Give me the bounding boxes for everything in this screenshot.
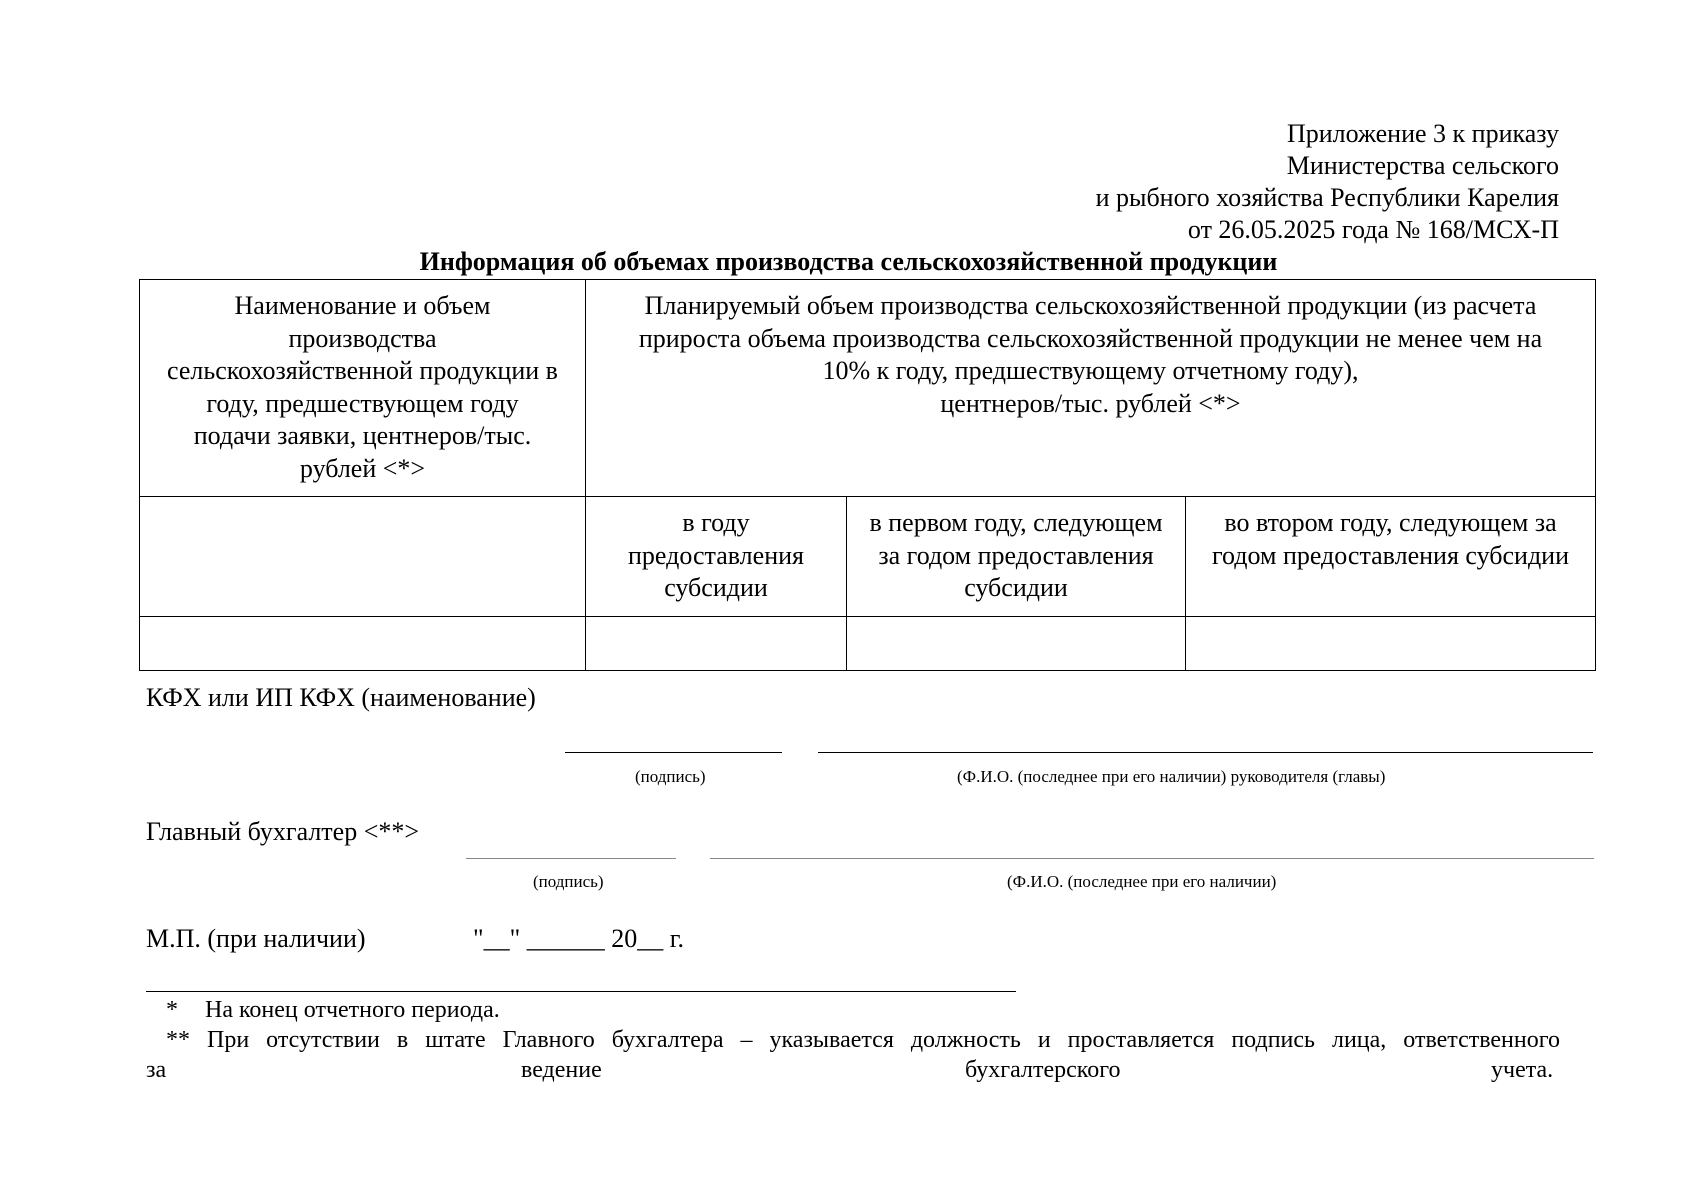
table-cell [1186, 617, 1596, 671]
footnote-2-word: учета. [1491, 1057, 1554, 1083]
table-cell [586, 617, 847, 671]
accountant-fio-line [710, 858, 1594, 859]
subheader-text-line: во втором году, следующем за [1224, 508, 1557, 537]
header-text-line: производства [288, 323, 437, 353]
appendix-line-4: от 26.05.2025 года № 168/МСХ-П [1187, 215, 1559, 244]
footnote-1-mark: * [166, 997, 178, 1023]
subheader-text-line: годом предоставления субсидии [1211, 540, 1570, 570]
stamp-label: М.П. (при наличии) [146, 924, 366, 953]
footnote-separator [146, 991, 1016, 992]
header-text-line: рублей <*> [299, 453, 426, 483]
col-previous-year-header [140, 280, 586, 497]
footnote-2-line-1: ** При отсутствии в штате Главного бухгалтера – указывается должность и проставляется подпись лица, ответственного [166, 1027, 1560, 1053]
footnote-1-text: На конец отчетного периода. [205, 997, 500, 1023]
accountant-label: Главный бухгалтер <**> [146, 817, 420, 846]
fio-line [818, 752, 1593, 753]
subheader-text-line: предоставления [628, 540, 804, 570]
accountant-signature-line [466, 858, 676, 859]
table-cell [140, 497, 586, 617]
signature-line [565, 752, 782, 753]
document-title: Информация об объемах производства сельскохозяйственной продукции [419, 247, 1278, 276]
table-header-row [140, 280, 1596, 497]
header-text-line: сельскохозяйственной продукции в [167, 356, 558, 385]
subheader-subsidy-year [586, 497, 847, 617]
subheader-first-year [847, 497, 1186, 617]
signature-caption: (подпись) [635, 767, 706, 786]
appendix-line-1: Приложение 3 к приказу [1286, 119, 1559, 148]
header-text-line: 10% к году, предшествующему отчетному году), [822, 356, 1359, 385]
subheader-second-year [1186, 497, 1596, 617]
header-text-line: году, предшествующем году [206, 388, 519, 418]
appendix-line-3: и рыбного хозяйства Республики Карелия [1095, 183, 1559, 212]
header-text-line: прироста объема производства сельскохозяйственной продукции не менее чем на [638, 323, 1543, 353]
footnote-2-word: за [146, 1057, 167, 1083]
accountant-signature-caption: (подпись) [533, 872, 604, 891]
header-text-line: центнеров/тыс. рублей <*> [940, 388, 1241, 418]
accountant-fio-caption: (Ф.И.О. (последнее при его наличии) [1007, 872, 1277, 891]
header-text-line: Планируемый объем производства сельскохозяйственной продукции (из расчета [644, 291, 1537, 320]
subheader-text-line: субсидии [664, 573, 768, 602]
table-cell [847, 617, 1186, 671]
production-table [139, 279, 1596, 671]
fio-caption: (Ф.И.О. (последнее при его наличии) руководителя (главы) [957, 767, 1386, 786]
header-text-line: Наименование и объем [234, 291, 491, 320]
subheader-text-line: за годом предоставления [878, 540, 1154, 570]
subheader-text-line: в году [682, 508, 750, 537]
footnote-2-word: бухгалтерского [965, 1057, 1121, 1083]
col-planned-volume-header [586, 280, 1596, 497]
table-row [140, 617, 1596, 671]
subheader-text-line: в первом году, следующем [869, 508, 1163, 537]
subheader-text-line: субсидии [964, 573, 1068, 602]
table-cell [140, 617, 586, 671]
date-field: "__" ______ 20__ г. [473, 924, 684, 953]
header-text-line: подачи заявки, центнеров/тыс. [193, 421, 532, 450]
org-label: КФХ или ИП КФХ (наименование) [146, 683, 536, 712]
table-subheader-row [140, 497, 1596, 617]
appendix-line-2: Министерства сельского [1286, 151, 1559, 180]
footnote-2-word: ведение [521, 1057, 602, 1083]
